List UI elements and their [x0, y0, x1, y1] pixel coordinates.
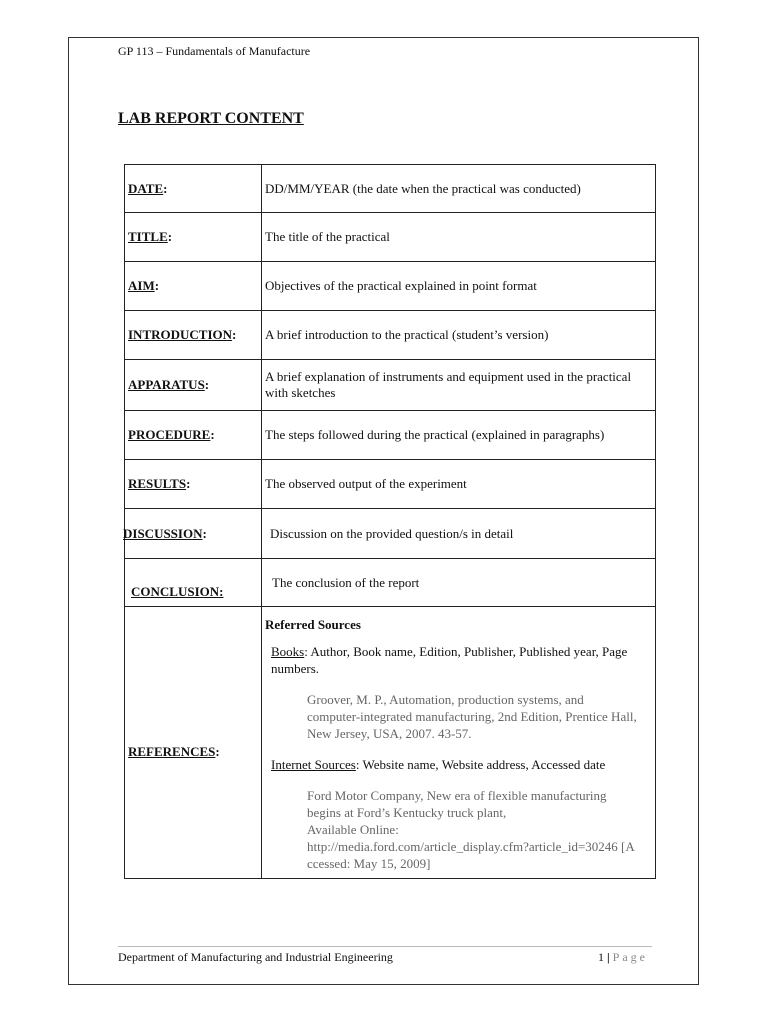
row-value: The conclusion of the report: [272, 574, 420, 590]
table-row: [125, 213, 656, 262]
row-label: CONCLUSION:: [131, 583, 224, 599]
row-label-cell: REFERENCES:: [125, 607, 262, 879]
references-heading: Referred Sources: [265, 616, 361, 632]
page-title: LAB REPORT CONTENT: [118, 110, 304, 127]
row-label: TITLE: [128, 229, 168, 244]
footer-department: Department of Manufacturing and Industrial Engineering: [118, 950, 393, 964]
row-value: Objectives of the practical explained in point format: [262, 262, 656, 311]
lab-report-table: [124, 164, 656, 879]
table-row: [125, 360, 656, 411]
row-value: The steps followed during the practical (explained in paragraphs): [262, 411, 656, 460]
table-row: [125, 460, 656, 509]
books-line: [271, 643, 655, 677]
row-value: The title of the practical: [262, 213, 656, 262]
row-value: Discussion on the provided question/s in detail: [270, 525, 514, 541]
footer-page-number: [598, 950, 648, 965]
table-row-references: [125, 607, 656, 879]
table-row: [125, 559, 656, 607]
row-label: PROCEDURE: [128, 427, 211, 442]
row-label: REFERENCES: [128, 743, 216, 759]
row-label: INTRODUCTION: [128, 327, 233, 342]
table-row: [125, 311, 656, 360]
row-value: DD/MM/YEAR (the date when the practical was conducted): [262, 165, 656, 213]
row-label: RESULTS: [128, 476, 187, 491]
row-label: DATE: [128, 180, 164, 196]
table-row: [125, 411, 656, 460]
page-separator: |: [607, 950, 610, 964]
row-label-cell: PROCEDURE:: [125, 411, 262, 460]
book-citation: Groover, M. P., Automation, production systems, and computer-integrated manufacturing, 2nd Edition, Prentice Hall, New Jersey, USA, 2007. 43-57.: [307, 691, 637, 741]
page-word: Page: [612, 950, 648, 964]
page-number: 1: [598, 950, 605, 964]
table-row: [125, 509, 656, 559]
row-value: A brief introduction to the practical (student’s version): [262, 311, 656, 360]
row-value-cell: [262, 559, 656, 607]
row-label-cell: RESULTS:: [125, 460, 262, 509]
row-value: The observed output of the experiment: [262, 460, 656, 509]
row-label: APPARATUS: [128, 377, 205, 392]
table-row: [125, 165, 656, 213]
internet-label: Internet Sources: [271, 756, 356, 772]
course-header: GP 113 – Fundamentals of Manufacture: [118, 44, 311, 58]
internet-citation-line: Ford Motor Company, New era of flexible manufacturing begins at Ford’s Kentucky truck plant,: [307, 787, 607, 820]
row-label-cell: INTRODUCTION:: [125, 311, 262, 360]
internet-citation-line: http://media.ford.com/article_display.cfm?article_id=30246 [Accessed: May 15, 2009]: [307, 838, 635, 871]
row-label-cell: APPARATUS:: [125, 360, 262, 411]
row-value: A brief explanation of instruments and equipment used in the practical with sketches: [262, 360, 656, 411]
row-label-cell: AIM:: [125, 262, 262, 311]
books-label: Books: [271, 643, 305, 659]
row-label-cell: TITLE:: [125, 213, 262, 262]
row-value-cell: [262, 509, 656, 559]
internet-line: [271, 756, 655, 773]
internet-text: : Website name, Website address, Accessed date: [355, 756, 606, 772]
footer-divider: [118, 946, 652, 947]
row-label: DISCUSSION: [123, 525, 203, 541]
internet-citation: [307, 787, 637, 872]
row-label-cell: DISCUSSION:: [125, 509, 262, 559]
books-text: : Author, Book name, Edition, Publisher, Published year, Page numbers.: [271, 643, 628, 676]
row-label-cell: DATE:: [125, 165, 262, 213]
references-cell: [262, 607, 656, 879]
internet-citation-line: Available Online:: [307, 821, 399, 837]
row-label: AIM: [128, 278, 155, 293]
row-label-cell: [125, 559, 262, 607]
table-row: [125, 262, 656, 311]
